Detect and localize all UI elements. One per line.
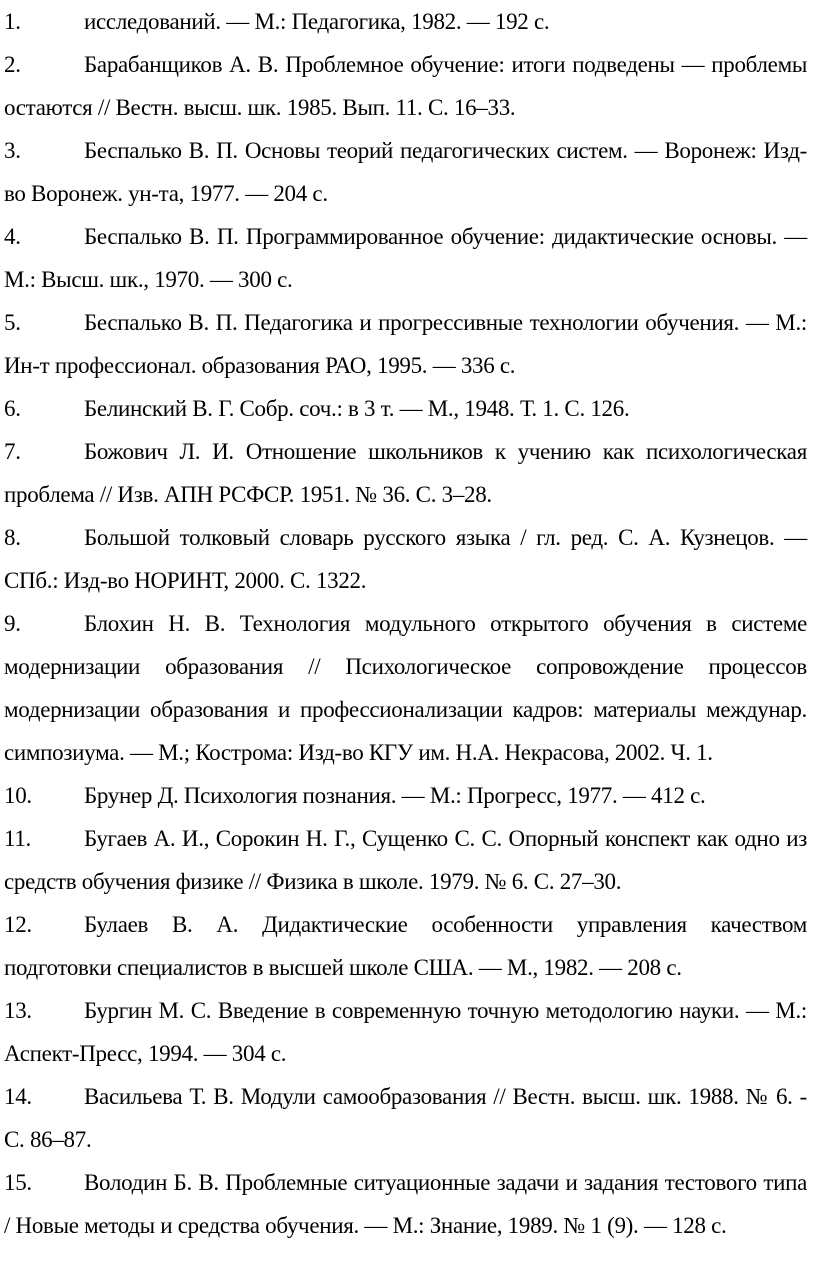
- reference-item: [4, 1075, 807, 1161]
- reference-text: Булаев В. А. Дидактические особенности управления качеством подготовки специалистов в высшей школе США. — М., 1982. — 208 с.: [4, 912, 807, 980]
- reference-item: [4, 43, 807, 129]
- reference-text: Васильева Т. В. Модули самообразования // Вестн. высш. шк. 1988. № 6. - С. 86–87.: [4, 1084, 807, 1152]
- reference-number: 4.: [4, 224, 21, 249]
- reference-text: Беспалько В. П. Педагогика и прогрессивные технологии обучения. — М.: Ин-т профессионал. образования РАО, 1995. — 336 с.: [4, 310, 807, 378]
- reference-text: Беспалько В. П. Основы теорий педагогических систем. — Воронеж: Изд-во Воронеж. ун-та, 1977. — 204 с.: [4, 138, 807, 206]
- reference-item: [4, 903, 807, 989]
- reference-text: Божович Л. И. Отношение школьников к учению как психологическая проблема // Изв. АПН РСФСР. 1951. № 36. С. 3–28.: [4, 439, 807, 507]
- reference-item: [4, 387, 807, 430]
- reference-text: исследований. — М.: Педагогика, 1982. — 192 с.: [84, 9, 550, 34]
- reference-item: [4, 129, 807, 215]
- reference-item: [4, 516, 807, 602]
- reference-number: 12.: [4, 912, 32, 937]
- reference-text: Блохин Н. В. Технология модульного открытого обучения в системе модернизации образования // Психологическое сопровождение процессов модернизации образования и профессионализации кадров: материалы междунар. симпозиума. — М.; Кострома: Изд-во КГУ им. Н.А. Некрасова, 2002. Ч. 1.: [4, 611, 807, 765]
- reference-number: 1.: [4, 9, 21, 34]
- reference-text: Беспалько В. П. Программированное обучение: дидактические основы. — М.: Высш. шк., 1970. — 300 с.: [4, 224, 807, 292]
- reference-number: 7.: [4, 439, 21, 464]
- reference-number: 14.: [4, 1084, 32, 1109]
- reference-item: [4, 602, 807, 774]
- reference-text: Володин Б. В. Проблемные ситуационные задачи и задания тестового типа / Новые методы и средства обучения. — М.: Знание, 1989. № 1 (9). — 128 с.: [4, 1170, 807, 1238]
- reference-number: 3.: [4, 138, 21, 163]
- reference-number: 15.: [4, 1170, 32, 1195]
- reference-text: Брунер Д. Психология познания. — М.: Прогресс, 1977. — 412 с.: [84, 783, 706, 808]
- reference-number: 6.: [4, 396, 21, 421]
- reference-number: 2.: [4, 52, 21, 77]
- reference-text: Барабанщиков А. В. Проблемное обучение: итоги подведены — проблемы остаются // Вестн. высш. шк. 1985. Вып. 11. С. 16–33.: [4, 52, 807, 120]
- reference-item: [4, 0, 807, 43]
- reference-item: [4, 1161, 807, 1247]
- reference-number: 8.: [4, 525, 21, 550]
- reference-number: 9.: [4, 611, 21, 636]
- reference-number: 11.: [4, 826, 31, 851]
- reference-item: [4, 817, 807, 903]
- reference-item: [4, 774, 807, 817]
- reference-text: Белинский В. Г. Собр. соч.: в 3 т. — М., 1948. Т. 1. С. 126.: [84, 396, 630, 421]
- reference-list: [4, 0, 807, 1247]
- reference-text: Большой толковый словарь русского языка / гл. ред. С. А. Кузнецов. — СПб.: Изд-во НОРИНТ, 2000. С. 1322.: [4, 525, 807, 593]
- reference-text: Бургин М. С. Введение в современную точную методологию науки. — М.: Аспект-Пресс, 1994. — 304 с.: [4, 998, 807, 1066]
- reference-item: [4, 430, 807, 516]
- reference-item: [4, 215, 807, 301]
- reference-number: 10.: [4, 783, 32, 808]
- reference-text: Бугаев А. И., Сорокин Н. Г., Сущенко С. С. Опорный конспект как одно из средств обучения физике // Физика в школе. 1979. № 6. С. 27–30.: [4, 826, 807, 894]
- reference-item: [4, 301, 807, 387]
- reference-item: [4, 989, 807, 1075]
- reference-number: 5.: [4, 310, 21, 335]
- reference-number: 13.: [4, 998, 32, 1023]
